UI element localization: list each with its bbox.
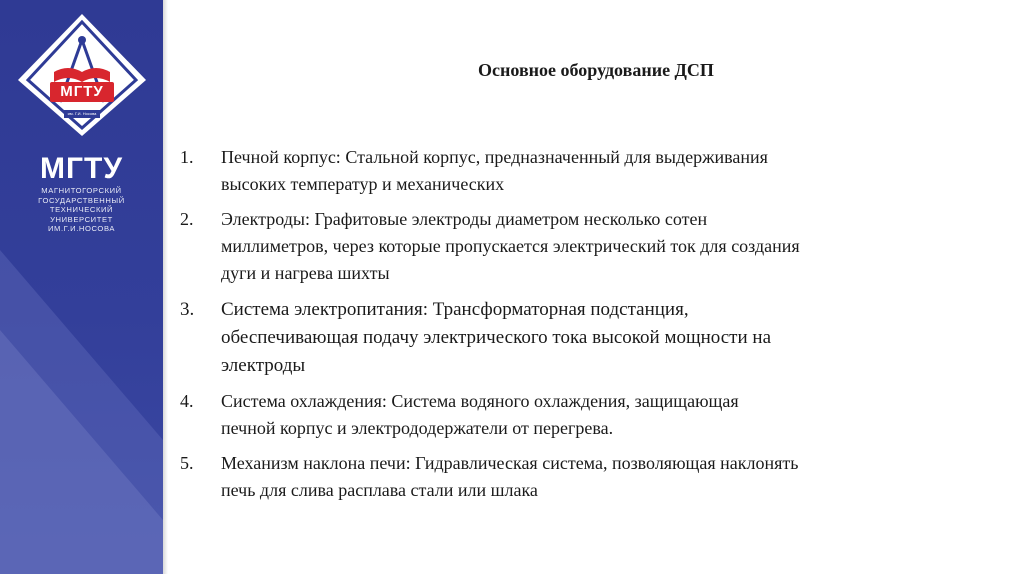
list-item — [180, 450, 980, 504]
sidebar — [0, 0, 163, 574]
brand-name: МГТУ — [40, 152, 123, 185]
list-item-number: 3. — [180, 299, 195, 320]
list-item-line: печь для слива расплава стали или шлака — [221, 480, 538, 500]
slide-title: Основное оборудование ДСП — [478, 60, 714, 80]
list-item-number: 5. — [180, 453, 194, 473]
list-item-number: 4. — [180, 391, 194, 411]
sidebar-edge-shadow — [163, 0, 168, 574]
logo-emblem-icon — [14, 10, 150, 140]
brand-subtitle-line: ТЕХНИЧЕСКИЙ — [49, 205, 114, 215]
list-item — [180, 144, 980, 198]
list-item — [180, 388, 980, 442]
list-item-line: печной корпус и электрододержатели от перегрева. — [221, 418, 614, 438]
list-item-number: 1. — [180, 147, 194, 167]
logo-ribbon-text: им. Г.И. Носова — [67, 111, 97, 116]
university-logo — [14, 10, 150, 140]
equipment-list — [180, 144, 980, 504]
list-item-line: дуги и нагрева шихты — [221, 263, 390, 283]
logo-text: МГТУ — [60, 83, 104, 100]
brand-subtitle-line: УНИВЕРСИТЕТ — [50, 214, 113, 224]
list-item-line: электроды — [221, 355, 306, 376]
list-item — [180, 206, 980, 287]
list-item-line: Электроды: Графитовые электроды диаметром несколько сотен — [221, 209, 708, 229]
brand-subtitle-line: ГОСУДАРСТВЕННЫЙ — [38, 195, 125, 205]
list-item-line: Механизм наклона печи: Гидравлическая система, позволяющая наклонять — [221, 453, 799, 473]
list-item — [180, 296, 980, 380]
list-item-line: Система охлаждения: Система водяного охлаждения, защищающая — [221, 391, 739, 411]
list-item-line: Печной корпус: Стальной корпус, предназначенный для выдерживания — [221, 147, 768, 167]
list-item-number: 2. — [180, 209, 194, 229]
brand-subtitle — [0, 186, 163, 234]
brand-subtitle-line: МАГНИТОГОРСКИЙ — [41, 186, 122, 195]
list-item-line: миллиметров, через которые пропускается электрический ток для создания — [221, 236, 800, 256]
list-item-line: высоких температур и механических — [221, 174, 505, 194]
list-item-line: обеспечивающая подачу электрического тока высокой мощности на — [221, 327, 771, 348]
list-item-line: Система электропитания: Трансформаторная подстанция, — [221, 299, 689, 320]
brand-subtitle-line: ИМ.Г.И.НОСОВА — [47, 224, 116, 234]
